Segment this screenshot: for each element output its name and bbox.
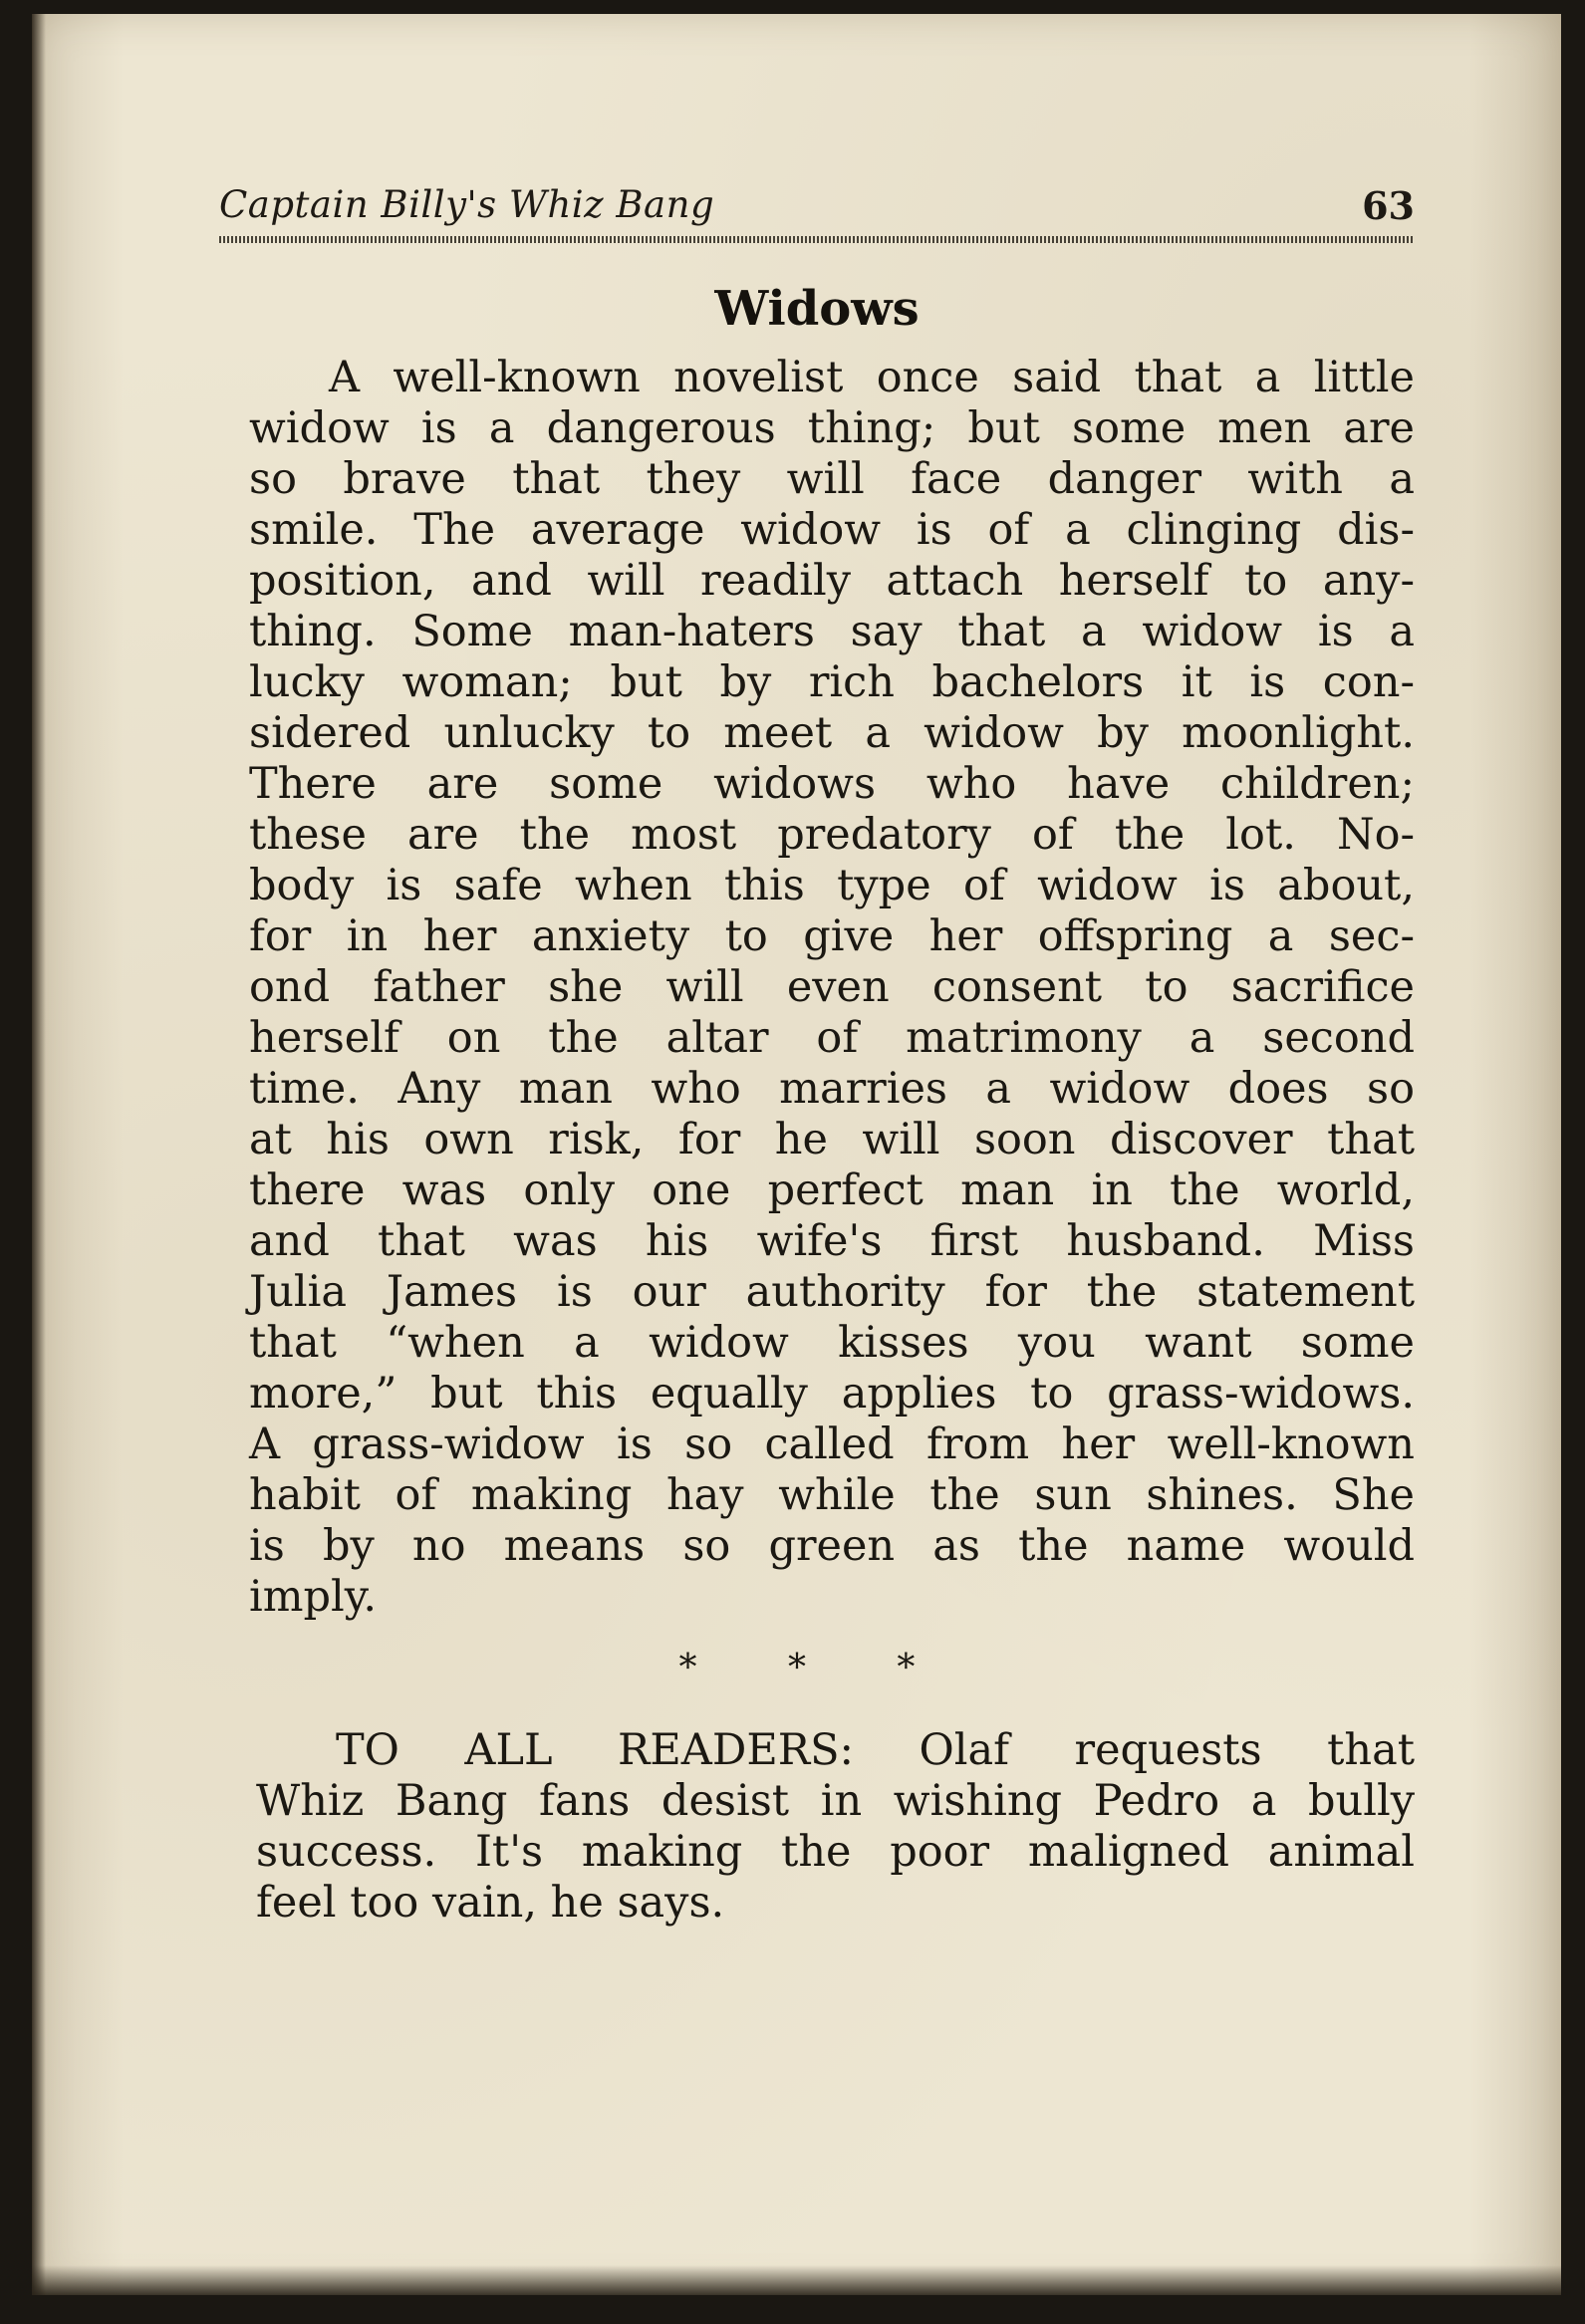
body-line: there was only one perfect man in the world, [249, 1165, 1415, 1215]
article-title: Widows [714, 281, 920, 337]
body-line: ond father she will even consent to sacrifice [249, 962, 1415, 1012]
notice-line: TO ALL READERS: Olaf requests that [336, 1725, 1415, 1775]
body-line: is by no means so green as the name would [249, 1521, 1415, 1571]
running-title: Captain Billy's Whiz Bang [219, 183, 715, 226]
notice-line: Whiz Bang fans desist in wishing Pedro a bully [256, 1776, 1415, 1826]
section-separator: * * * [678, 1648, 955, 1688]
book-page [32, 14, 1561, 2295]
body-line: A well-known novelist once said that a little [329, 353, 1415, 402]
page-spine-shadow [32, 14, 46, 2295]
body-line: thing. Some man-haters say that a widow is a [249, 607, 1415, 656]
body-line: so brave that they will face danger with a [249, 454, 1415, 504]
body-line: for in her anxiety to give her offspring a sec- [249, 911, 1415, 961]
body-line: that “when a widow kisses you want some [249, 1318, 1415, 1368]
body-line: and that was his wife's first husband. Miss [249, 1216, 1415, 1266]
body-line: smile. The average widow is of a clinging dis- [249, 505, 1415, 555]
body-line: widow is a dangerous thing; but some men are [249, 403, 1415, 453]
body-line: sidered unlucky to meet a widow by moonlight. [249, 708, 1415, 758]
page-header [219, 183, 1415, 233]
body-line: There are some widows who have children; [249, 759, 1415, 809]
body-line: these are the most predatory of the lot. No- [249, 810, 1415, 860]
body-line: more,” but this equally applies to grass-widows. [249, 1369, 1415, 1419]
body-line: herself on the altar of matrimony a second [249, 1013, 1415, 1063]
body-line: body is safe when this type of widow is about, [249, 861, 1415, 910]
page-number: 63 [1362, 183, 1415, 228]
body-line: habit of making hay while the sun shines. She [249, 1470, 1415, 1520]
readers-notice [256, 1725, 1415, 1929]
notice-line: success. It's making the poor maligned animal [256, 1827, 1415, 1877]
body-line: Julia James is our authority for the statement [249, 1267, 1415, 1317]
body-line: at his own risk, for he will soon discover that [249, 1115, 1415, 1164]
page-bottom-edge [32, 2265, 1561, 2295]
notice-line: feel too vain, he says. [256, 1878, 725, 1928]
body-line: time. Any man who marries a widow does so [249, 1064, 1415, 1114]
body-line: A grass-widow is so called from her well-known [249, 1420, 1415, 1469]
header-rule [219, 236, 1415, 243]
body-line: lucky woman; but by rich bachelors it is con- [249, 657, 1415, 707]
body-line: imply. [249, 1572, 378, 1622]
article-body [249, 353, 1415, 1623]
body-line: position, and will readily attach herself to any- [249, 556, 1415, 606]
